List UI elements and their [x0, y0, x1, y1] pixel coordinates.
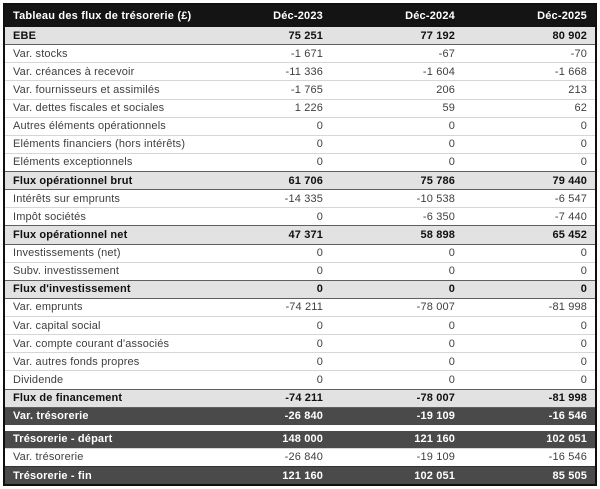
- row-label: Subv. investissement: [13, 265, 120, 278]
- table-row: [5, 153, 595, 171]
- row-value: -6 350: [422, 210, 455, 223]
- row-label: Var. trésorerie: [13, 451, 84, 464]
- row-value: 0: [448, 283, 455, 296]
- row-value: -81 998: [548, 392, 587, 405]
- table-row: [5, 389, 595, 407]
- row-value: 59: [442, 102, 455, 115]
- row-value: -70: [570, 47, 587, 60]
- row-value: 58 898: [420, 228, 455, 241]
- row-value: 0: [448, 319, 455, 332]
- row-value: 0: [580, 156, 587, 169]
- row-value: 65 452: [552, 228, 587, 241]
- row-value: -78 007: [416, 301, 455, 314]
- table-row: [5, 262, 595, 280]
- table-row: [5, 171, 595, 189]
- table-row: [5, 225, 595, 243]
- column-header-dec-2023: Déc-2023: [273, 10, 323, 22]
- table-row: [5, 44, 595, 62]
- row-label: Autres éléments opérationnels: [13, 120, 166, 133]
- row-value: 0: [580, 247, 587, 260]
- row-value: 0: [316, 373, 323, 386]
- table-row: [5, 80, 595, 98]
- table-row: [5, 99, 595, 117]
- row-value: -74 211: [285, 301, 323, 314]
- table-header-row: [5, 5, 595, 27]
- row-value: -26 840: [284, 410, 323, 423]
- row-label: Trésorerie - fin: [13, 469, 92, 482]
- row-value: 0: [580, 355, 587, 368]
- row-value: 0: [448, 156, 455, 169]
- row-value: -14 335: [284, 192, 323, 205]
- row-value: 79 440: [552, 174, 587, 187]
- row-label: EBE: [13, 29, 37, 42]
- table-body: [5, 27, 595, 484]
- row-label: Flux opérationnel brut: [13, 174, 133, 187]
- row-label: Eléments exceptionnels: [13, 156, 133, 169]
- table-row: [5, 431, 595, 448]
- row-value: 75 786: [420, 174, 455, 187]
- row-value: 0: [316, 120, 323, 133]
- row-value: 0: [448, 265, 455, 278]
- row-label: Flux de financement: [13, 392, 123, 405]
- row-value: 75 251: [288, 29, 323, 42]
- row-label: Var. autres fonds propres: [13, 355, 140, 368]
- cashflow-table: [3, 3, 597, 486]
- row-label: Dividende: [13, 373, 64, 386]
- row-value: -78 007: [416, 392, 455, 405]
- row-value: 0: [316, 247, 323, 260]
- table-row: [5, 316, 595, 334]
- row-value: -67: [438, 47, 455, 60]
- table-row: [5, 448, 595, 466]
- row-label: Var. compte courant d'associés: [13, 337, 170, 350]
- row-value: -11 336: [285, 65, 323, 78]
- row-value: 0: [316, 319, 323, 332]
- row-value: 0: [448, 355, 455, 368]
- row-value: 0: [448, 138, 455, 151]
- row-value: 0: [316, 210, 323, 223]
- table-row: [5, 62, 595, 80]
- row-label: Flux opérationnel net: [13, 228, 128, 241]
- row-value: -19 109: [416, 451, 455, 464]
- row-value: -1 604: [422, 65, 455, 78]
- table-title: Tableau des flux de trésorerie (£): [13, 10, 192, 22]
- row-value: -26 840: [284, 451, 323, 464]
- table-row: [5, 27, 595, 44]
- row-label: Var. dettes fiscales et sociales: [13, 102, 165, 115]
- row-value: 0: [448, 120, 455, 133]
- table-row: [5, 352, 595, 370]
- table-row: [5, 407, 595, 425]
- row-value: 0: [580, 138, 587, 151]
- row-value: 61 706: [288, 174, 323, 187]
- row-value: 121 160: [282, 469, 323, 482]
- row-value: 0: [316, 283, 323, 296]
- row-value: 0: [580, 265, 587, 278]
- row-value: -10 538: [416, 192, 455, 205]
- row-value: 0: [580, 120, 587, 133]
- row-value: 0: [580, 373, 587, 386]
- row-label: Impôt sociétés: [13, 210, 87, 223]
- row-value: 0: [316, 337, 323, 350]
- row-value: -6 547: [554, 192, 587, 205]
- row-label: Trésorerie - départ: [13, 433, 113, 446]
- row-value: -19 109: [416, 410, 455, 423]
- row-value: 148 000: [282, 433, 323, 446]
- row-label: Var. stocks: [13, 47, 68, 60]
- row-label: Flux d'investissement: [13, 283, 131, 296]
- row-value: 0: [316, 138, 323, 151]
- row-value: 0: [448, 337, 455, 350]
- table-row: [5, 244, 595, 262]
- row-value: 0: [316, 355, 323, 368]
- row-value: 206: [436, 83, 455, 96]
- row-value: -16 546: [548, 451, 587, 464]
- row-value: 0: [316, 265, 323, 278]
- table-row: [5, 189, 595, 207]
- table-row: [5, 370, 595, 388]
- row-value: 102 051: [546, 433, 587, 446]
- row-label: Var. emprunts: [13, 301, 83, 314]
- row-label: Var. trésorerie: [13, 410, 89, 423]
- row-value: 62: [574, 102, 587, 115]
- row-value: 0: [316, 156, 323, 169]
- row-value: -1 671: [290, 47, 323, 60]
- row-value: 1 226: [294, 102, 323, 115]
- row-value: 85 505: [552, 469, 587, 482]
- row-label: Var. fournisseurs et assimilés: [13, 83, 160, 96]
- row-value: 80 902: [552, 29, 587, 42]
- row-value: -1 668: [554, 65, 587, 78]
- row-label: Investissements (net): [13, 247, 121, 260]
- row-value: 0: [580, 283, 587, 296]
- table-row: [5, 207, 595, 225]
- table-row: [5, 298, 595, 316]
- row-label: Eléments financiers (hors intérêts): [13, 138, 186, 151]
- row-value: 0: [448, 373, 455, 386]
- table-row: [5, 334, 595, 352]
- table-row: [5, 280, 595, 298]
- table-row: [5, 135, 595, 153]
- row-value: 47 371: [288, 228, 323, 241]
- row-label: Intérêts sur emprunts: [13, 192, 121, 205]
- row-value: -1 765: [290, 83, 323, 96]
- row-value: 0: [448, 247, 455, 260]
- row-value: 121 160: [414, 433, 455, 446]
- row-label: Var. capital social: [13, 319, 101, 332]
- table-row: [5, 466, 595, 484]
- row-label: Var. créances à recevoir: [13, 65, 135, 78]
- column-header-dec-2025: Déc-2025: [537, 10, 587, 22]
- row-value: -81 998: [548, 301, 587, 314]
- row-value: 213: [568, 83, 587, 96]
- row-value: -7 440: [554, 210, 587, 223]
- column-header-dec-2024: Déc-2024: [405, 10, 455, 22]
- row-value: -16 546: [548, 410, 587, 423]
- row-value: 0: [580, 337, 587, 350]
- row-value: -74 211: [285, 392, 323, 405]
- row-value: 0: [580, 319, 587, 332]
- row-value: 102 051: [414, 469, 455, 482]
- table-row: [5, 117, 595, 135]
- row-value: 77 192: [420, 29, 455, 42]
